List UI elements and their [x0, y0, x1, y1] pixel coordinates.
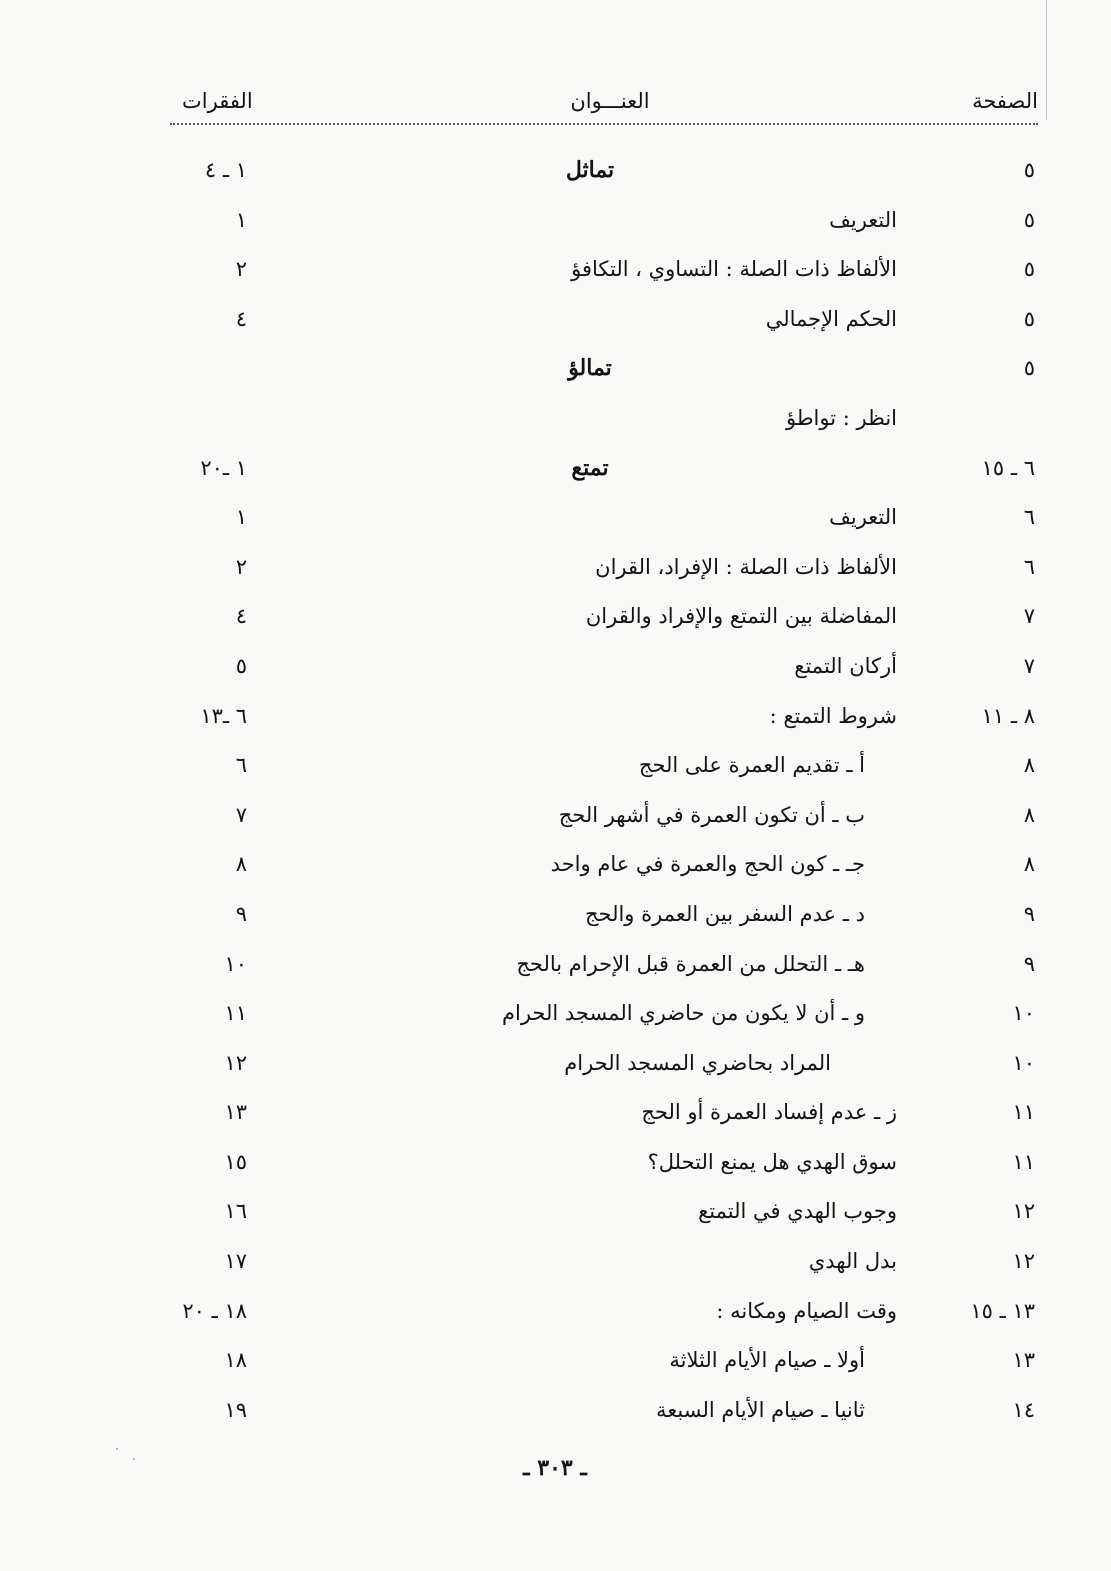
index-row [0, 795, 1111, 845]
index-table [0, 150, 1111, 1439]
entry-title: الألفاظ ذات الصلة : التساوي ، التكافؤ [571, 257, 897, 282]
index-row [0, 696, 1111, 746]
row-paragraphs: ١ ـ٢٠ [200, 455, 247, 480]
row-page: ٦ [1023, 505, 1035, 530]
entry-title: وقت الصيام ومكانه : [716, 1298, 897, 1323]
row-page: ٥ [1023, 356, 1035, 381]
row-paragraphs: ١٥ [224, 1149, 247, 1174]
entry-title: انظر : تواطؤ [785, 405, 897, 430]
row-page: ١١ [1012, 1100, 1035, 1125]
row-paragraphs: ٢ [235, 554, 247, 579]
index-row [0, 745, 1111, 795]
row-paragraphs: ١ [235, 505, 247, 530]
index-row [0, 1241, 1111, 1291]
row-page: ٥ [1023, 158, 1035, 182]
entry-heading: تمالؤ [568, 355, 612, 382]
index-row [0, 150, 1111, 200]
row-page: ٨ ـ ١١ [981, 703, 1035, 728]
row-page: ٦ ـ ١٥ [981, 455, 1035, 480]
row-paragraphs: ١٨ ـ ٢٠ [182, 1298, 247, 1323]
row-paragraphs: ١١ [224, 1001, 247, 1026]
row-page: ٦ [1023, 554, 1035, 579]
row-paragraphs: ١٠ [224, 951, 247, 976]
row-paragraphs: ٨ [235, 852, 247, 877]
index-row [0, 1390, 1111, 1440]
row-page: ١٣ [1012, 1348, 1035, 1373]
page-number: ـ ٣٠٣ ـ [523, 1455, 587, 1481]
entry-title: شروط التمتع : [769, 703, 897, 728]
index-row [0, 596, 1111, 646]
row-page: ٥ [1023, 207, 1035, 232]
row-page: ١٢ [1012, 1199, 1035, 1224]
index-row [0, 944, 1111, 994]
row-page: ٨ [1023, 753, 1035, 778]
index-row [0, 200, 1111, 250]
row-paragraphs: ٩ [235, 901, 247, 926]
row-paragraphs: ١ [235, 207, 247, 232]
row-page: ١١ [1012, 1149, 1035, 1174]
entry-title: أركان التمتع [794, 653, 897, 678]
index-row [0, 299, 1111, 349]
index-row [0, 1043, 1111, 1093]
row-page: ٨ [1023, 852, 1035, 877]
row-paragraphs: ١٨ [224, 1348, 247, 1373]
entry-title: التعريف [829, 505, 897, 530]
row-paragraphs: ٤ [235, 306, 247, 331]
row-paragraphs: ١٩ [224, 1397, 247, 1422]
row-page: ١٢ [1012, 1249, 1035, 1274]
index-row [0, 1142, 1111, 1192]
row-paragraphs: ١٣ [224, 1100, 247, 1125]
row-paragraphs: ١ ـ ٤ [204, 158, 247, 182]
header-paragraphs-column: الفقرات [182, 89, 253, 113]
row-page: ٩ [1023, 951, 1035, 976]
index-row [0, 844, 1111, 894]
header-title-column: العنـــوان [570, 89, 650, 113]
header-dotted-rule [170, 123, 1038, 125]
index-row [0, 348, 1111, 398]
row-page: ١٤ [1012, 1397, 1035, 1422]
row-page: ٥ [1023, 257, 1035, 282]
entry-title: الألفاظ ذات الصلة : الإفراد، القران [595, 554, 897, 579]
row-paragraphs: ٥ [235, 653, 247, 678]
entry-title: سوق الهدي هل يمنع التحلل؟ [647, 1149, 897, 1174]
table-header [170, 86, 1038, 122]
entry-title: وجوب الهدي في التمتع [698, 1199, 897, 1224]
index-row [0, 1191, 1111, 1241]
entry-title: الحكم الإجمالي [765, 306, 897, 331]
entry-title: المراد بحاضري المسجد الحرام [564, 1050, 831, 1075]
entry-title: ز ـ عدم إفساد العمرة أو الحج [641, 1100, 897, 1125]
entry-title: جـ ـ كون الحج والعمرة في عام واحد [550, 852, 865, 877]
row-paragraphs: ٧ [235, 802, 247, 827]
row-page: ١٣ ـ ١٥ [970, 1298, 1035, 1323]
entry-title: ثانيا ـ صيام الأيام السبعة [656, 1397, 865, 1422]
row-page: ٧ [1023, 653, 1035, 678]
row-paragraphs: ٤ [235, 604, 247, 629]
entry-title: ب ـ أن تكون العمرة في أشهر الحج [558, 802, 865, 827]
row-paragraphs: ١٧ [224, 1249, 247, 1274]
row-page: ٩ [1023, 901, 1035, 926]
row-page: ١٠ [1012, 1050, 1035, 1075]
index-row [0, 249, 1111, 299]
index-row [0, 1092, 1111, 1142]
index-row [0, 1291, 1111, 1341]
index-row [0, 993, 1111, 1043]
scan-speck [133, 1458, 135, 1460]
entry-heading: تمتع [571, 454, 609, 481]
row-paragraphs: ٢ [235, 257, 247, 282]
index-row [0, 646, 1111, 696]
header-page-column: الصفحة [972, 89, 1038, 113]
index-row [0, 398, 1111, 448]
entry-title: د ـ عدم السفر بين العمرة والحج [584, 901, 865, 926]
entry-title: هـ ـ التحلل من العمرة قبل الإحرام بالحج [516, 951, 865, 976]
entry-title: التعريف [829, 207, 897, 232]
row-paragraphs: ٦ [235, 753, 247, 778]
scan-speck [116, 1448, 118, 1450]
row-page: ١٠ [1012, 1001, 1035, 1026]
entry-heading: تماثل [565, 157, 615, 183]
index-row [0, 894, 1111, 944]
entry-title: و ـ أن لا يكون من حاضري المسجد الحرام [501, 1001, 865, 1026]
entry-title: بدل الهدي [808, 1249, 897, 1274]
row-page: ٨ [1023, 802, 1035, 827]
row-page: ٧ [1023, 604, 1035, 629]
entry-title: أولا ـ صيام الأيام الثلاثة [669, 1348, 865, 1373]
page-edge-line [1046, 0, 1047, 120]
index-row [0, 1340, 1111, 1390]
entry-title: المفاضلة بين التمتع والإفراد والقران [585, 604, 897, 629]
row-paragraphs: ١٦ [224, 1199, 247, 1224]
index-row [0, 547, 1111, 597]
index-row [0, 497, 1111, 547]
row-paragraphs: ١٢ [224, 1050, 247, 1075]
row-page: ٥ [1023, 306, 1035, 331]
index-row [0, 448, 1111, 498]
row-paragraphs: ٦ ـ١٣ [200, 703, 247, 728]
entry-title: أ ـ تقديم العمرة على الحج [638, 753, 865, 778]
